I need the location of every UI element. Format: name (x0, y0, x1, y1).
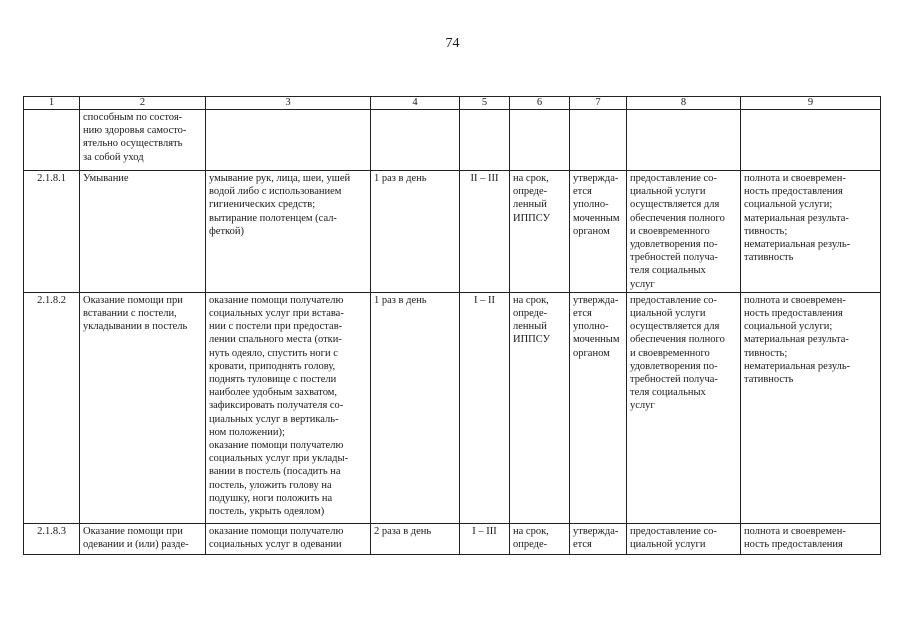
frequency-cell: 2 раза в день (371, 523, 460, 554)
category-cell: I – III (460, 523, 510, 554)
category-cell: II – III (460, 171, 510, 293)
conditions-cell: предоставление со- циальной услуги (627, 523, 741, 554)
code-cell: 2.1.8.3 (24, 523, 80, 554)
table-row (24, 523, 881, 554)
name-cell: Умывание (80, 171, 206, 293)
conditions-cell: предоставление со- циальной услуги осуществляется для обеспечения полного и своевременного удовлетворения по- требностей получа- теля социальных услуг (627, 171, 741, 293)
code-cell: 2.1.8.1 (24, 171, 80, 293)
header-cell: 9 (741, 97, 881, 110)
header-cell: 2 (80, 97, 206, 110)
header-cell: 4 (371, 97, 460, 110)
header-cell: 8 (627, 97, 741, 110)
description-cell: оказание помощи получателю социальных услуг при встава- нии с постели при предостав- лении спального места (отки- нуть одеяло, спустить ноги с кровати, приподнять голову, поднять туловище с постели наиболее удобным захватом, зафиксировать получателя со- циальных услуг в вертикаль- ном положении); оказание помощи получателю социальных услуг при уклады- вании в постель (посадить на постель, уложить голову на подушку, ноги положить на постель, укрыть одеялом) (206, 292, 371, 523)
services-table (23, 96, 881, 555)
quality-cell: полнота и своевремен- ность предоставления социальной услуги; материальная результа- тивность; нематериальная резуль- тативность (741, 292, 881, 523)
header-row (24, 97, 881, 110)
code-cell: 2.1.8.2 (24, 292, 80, 523)
category-cell (460, 110, 510, 171)
header-cell: 3 (206, 97, 371, 110)
frequency-cell: 1 раз в день (371, 292, 460, 523)
header-cell: 6 (510, 97, 570, 110)
frequency-cell (371, 110, 460, 171)
table-row (24, 171, 881, 293)
category-cell: I – II (460, 292, 510, 523)
name-cell: Оказание помощи при одевании и (или) разде- (80, 523, 206, 554)
header-cell: 5 (460, 97, 510, 110)
conditions-cell (627, 110, 741, 171)
conditions-cell: предоставление со- циальной услуги осуществляется для обеспечения полного и своевременного удовлетворения по- требностей получа- теля социальных услуг (627, 292, 741, 523)
cost-cell (570, 110, 627, 171)
page-number: 74 (445, 36, 460, 51)
header-cell: 1 (24, 97, 80, 110)
code-cell (24, 110, 80, 171)
term-cell: на срок, опреде- ленный ИППСУ (510, 171, 570, 293)
quality-cell: полнота и своевремен- ность предоставления (741, 523, 881, 554)
header-cell: 7 (570, 97, 627, 110)
cost-cell: утвержда- ется уполно- моченным органом (570, 292, 627, 523)
quality-cell: полнота и своевремен- ность предоставления социальной услуги; материальная результа- тивность; нематериальная резуль- тативность (741, 171, 881, 293)
description-cell: оказание помощи получателю социальных услуг в одевании (206, 523, 371, 554)
cost-cell: утвержда- ется (570, 523, 627, 554)
term-cell (510, 110, 570, 171)
name-cell: Оказание помощи при вставании с постели, укладывании в постель (80, 292, 206, 523)
quality-cell (741, 110, 881, 171)
cost-cell: утвержда- ется уполно- моченным органом (570, 171, 627, 293)
table-row (24, 292, 881, 523)
term-cell: на срок, опреде- ленный ИППСУ (510, 292, 570, 523)
name-cell: способным по состоя- нию здоровья самосто- ятельно осуществлять за собой уход (80, 110, 206, 171)
table-row (24, 110, 881, 171)
description-cell (206, 110, 371, 171)
term-cell: на срок, опреде- (510, 523, 570, 554)
description-cell: умывание рук, лица, шеи, ушей водой либо с использованием гигиенических средств; вытирание полотенцем (сал- феткой) (206, 171, 371, 293)
frequency-cell: 1 раз в день (371, 171, 460, 293)
